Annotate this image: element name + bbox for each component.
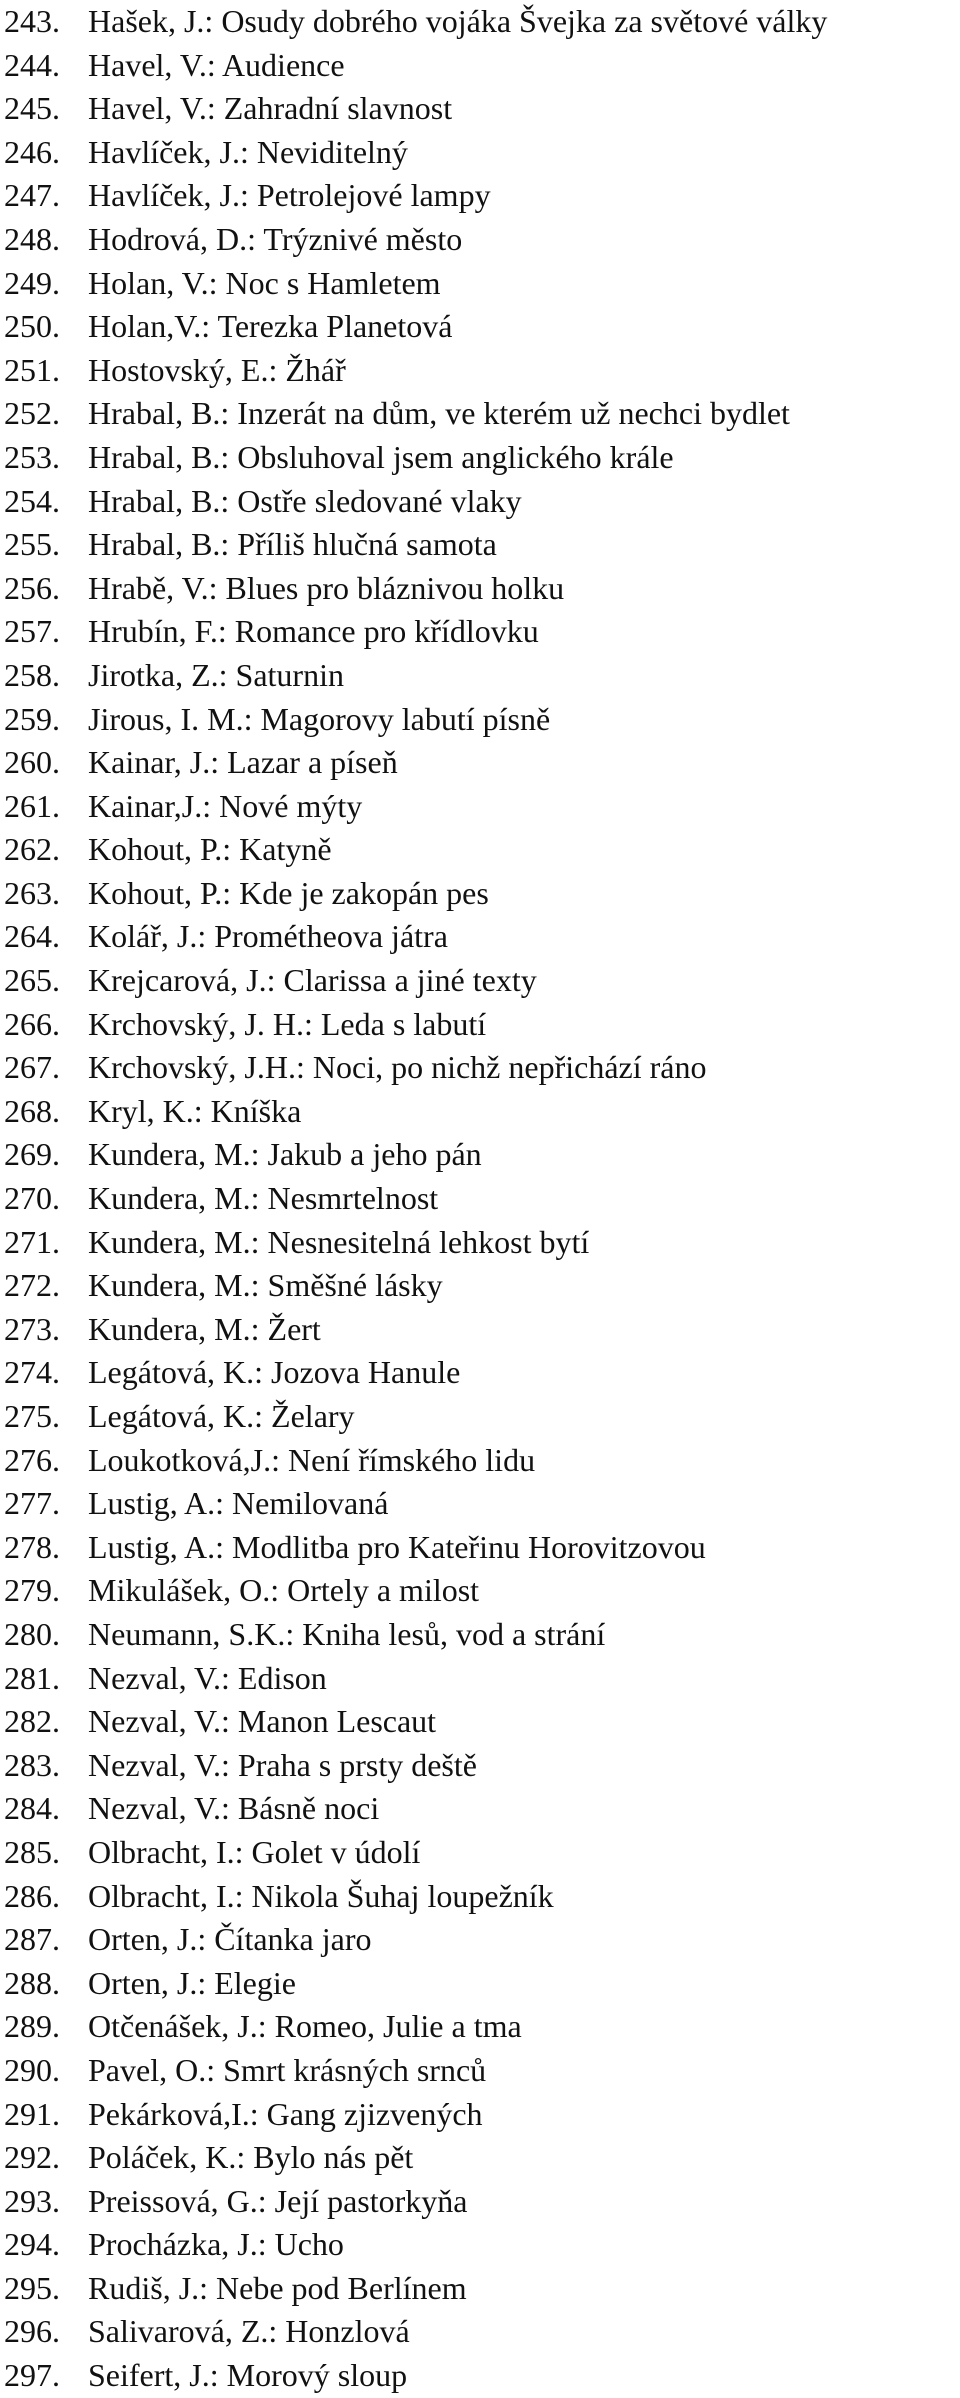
item-author-title: Poláček, K.: Bylo nás pět — [88, 2139, 414, 2176]
item-author-title: Krchovský, J.H.: Noci, po nichž nepřichází ráno — [88, 1049, 707, 1086]
list-item — [0, 1090, 960, 1134]
list-item — [0, 2267, 960, 2311]
list-item — [0, 2093, 960, 2137]
item-author-title: Hrubín, F.: Romance pro křídlovku — [88, 613, 539, 650]
item-author-title: Kainar,J.: Nové mýty — [88, 787, 363, 824]
item-number: 288. — [4, 1964, 60, 2001]
item-number: 283. — [4, 1746, 60, 1783]
item-number: 263. — [4, 874, 60, 911]
item-number: 280. — [4, 1615, 60, 1652]
item-number: 270. — [4, 1180, 60, 1217]
list-item — [0, 1700, 960, 1744]
item-author-title: Hodrová, D.: Trýznivé město — [88, 220, 463, 257]
item-number: 272. — [4, 1267, 60, 1304]
item-author-title: Hrabal, B.: Příliš hlučná samota — [88, 526, 497, 563]
item-author-title: Havel, V.: Zahradní slavnost — [88, 90, 453, 127]
list-item — [0, 1918, 960, 1962]
item-number: 289. — [4, 2008, 60, 2045]
list-item — [0, 915, 960, 959]
item-number: 265. — [4, 962, 60, 999]
list-item — [0, 1395, 960, 1439]
item-number: 271. — [4, 1223, 60, 1260]
item-author-title: Hrabal, B.: Ostře sledované vlaky — [88, 482, 522, 519]
item-number: 249. — [4, 264, 60, 301]
item-author-title: Nezval, V.: Manon Lescaut — [88, 1703, 437, 1740]
list-item — [0, 785, 960, 829]
item-number: 257. — [4, 613, 60, 650]
item-author-title: Orten, J.: Čítanka jaro — [88, 1921, 372, 1958]
item-number: 246. — [4, 133, 60, 170]
item-author-title: Orten, J.: Elegie — [88, 1964, 296, 2001]
list-item — [0, 567, 960, 611]
list-item — [0, 1046, 960, 1090]
list-item — [0, 1308, 960, 1352]
list-item — [0, 131, 960, 175]
list-item — [0, 2049, 960, 2093]
item-number: 286. — [4, 1877, 60, 1914]
item-author-title: Kohout, P.: Katyně — [88, 831, 332, 868]
list-item — [0, 1875, 960, 1919]
item-number: 295. — [4, 2269, 60, 2306]
item-number: 267. — [4, 1049, 60, 1086]
item-author-title: Otčenášek, J.: Romeo, Julie a tma — [88, 2008, 522, 2045]
list-item — [0, 1613, 960, 1657]
item-author-title: Seifert, J.: Morový sloup — [88, 2357, 408, 2394]
item-author-title: Kundera, M.: Jakub a jeho pán — [88, 1136, 482, 1173]
item-number: 290. — [4, 2051, 60, 2088]
item-author-title: Loukotková,J.: Není římského lidu — [88, 1441, 536, 1478]
item-number: 264. — [4, 918, 60, 955]
item-number: 274. — [4, 1354, 60, 1391]
item-number: 251. — [4, 351, 60, 388]
item-number: 296. — [4, 2313, 60, 2350]
item-author-title: Olbracht, I.: Golet v údolí — [88, 1833, 421, 1870]
item-number: 256. — [4, 569, 60, 606]
item-number: 285. — [4, 1833, 60, 1870]
item-author-title: Hrabal, B.: Obsluhoval jsem anglického krále — [88, 438, 674, 475]
item-author-title: Kundera, M.: Žert — [88, 1310, 321, 1347]
item-number: 287. — [4, 1921, 60, 1958]
item-number: 279. — [4, 1572, 60, 1609]
item-author-title: Kainar, J.: Lazar a píseň — [88, 744, 398, 781]
item-number: 269. — [4, 1136, 60, 1173]
item-author-title: Hrabě, V.: Blues pro bláznivou holku — [88, 569, 565, 606]
item-number: 255. — [4, 526, 60, 563]
list-item — [0, 959, 960, 1003]
list-item — [0, 523, 960, 567]
item-number: 252. — [4, 395, 60, 432]
item-author-title: Havel, V.: Audience — [88, 46, 345, 83]
item-author-title: Rudiš, J.: Nebe pod Berlínem — [88, 2269, 467, 2306]
item-number: 297. — [4, 2357, 60, 2394]
item-number: 273. — [4, 1310, 60, 1347]
item-number: 277. — [4, 1485, 60, 1522]
item-number: 247. — [4, 177, 60, 214]
list-item — [0, 1264, 960, 1308]
list-item — [0, 1744, 960, 1788]
item-author-title: Kundera, M.: Nesmrtelnost — [88, 1180, 439, 1217]
item-number: 250. — [4, 308, 60, 345]
item-author-title: Neumann, S.K.: Kniha lesů, vod a strání — [88, 1615, 606, 1652]
list-item — [0, 1177, 960, 1221]
item-number: 281. — [4, 1659, 60, 1696]
list-item — [0, 2136, 960, 2180]
item-author-title: Lustig, A.: Modlitba pro Kateřinu Horovitzovou — [88, 1528, 706, 1565]
item-number: 292. — [4, 2139, 60, 2176]
item-number: 276. — [4, 1441, 60, 1478]
item-number: 278. — [4, 1528, 60, 1565]
item-number: 253. — [4, 438, 60, 475]
list-item — [0, 1482, 960, 1526]
item-author-title: Salivarová, Z.: Honzlová — [88, 2313, 410, 2350]
item-number: 266. — [4, 1005, 60, 1042]
item-number: 291. — [4, 2095, 60, 2132]
item-author-title: Legátová, K.: Želary — [88, 1398, 355, 1434]
item-number: 282. — [4, 1703, 60, 1740]
item-number: 243. — [4, 3, 60, 39]
item-author-title: Procházka, J.: Ucho — [88, 2226, 344, 2263]
list-item — [0, 1439, 960, 1483]
item-author-title: Hostovský, E.: Žhář — [88, 351, 346, 388]
list-item — [0, 0, 960, 44]
item-number: 275. — [4, 1398, 60, 1434]
list-item — [0, 305, 960, 349]
item-number: 268. — [4, 1092, 60, 1129]
item-author-title: Lustig, A.: Nemilovaná — [88, 1485, 389, 1522]
list-item — [0, 1831, 960, 1875]
list-item — [0, 1003, 960, 1047]
list-item — [0, 44, 960, 88]
item-author-title: Kolář, J.: Prométheova játra — [88, 918, 448, 955]
list-item — [0, 1787, 960, 1831]
list-item — [0, 741, 960, 785]
item-author-title: Kohout, P.: Kde je zakopán pes — [88, 874, 489, 911]
item-author-title: Mikulášek, O.: Ortely a milost — [88, 1572, 480, 1609]
item-author-title: Havlíček, J.: Neviditelný — [88, 133, 408, 170]
item-author-title: Nezval, V.: Edison — [88, 1659, 327, 1696]
item-number: 259. — [4, 700, 60, 737]
list-item — [0, 2223, 960, 2267]
item-author-title: Kryl, K.: Kníška — [88, 1092, 302, 1129]
list-item — [0, 1221, 960, 1265]
list-item — [0, 1962, 960, 2006]
item-number: 248. — [4, 220, 60, 257]
list-item — [0, 610, 960, 654]
item-author-title: Krchovský, J. H.: Leda s labutí — [88, 1005, 487, 1042]
item-author-title: Nezval, V.: Básně noci — [88, 1790, 380, 1827]
list-item — [0, 698, 960, 742]
item-author-title: Preissová, G.: Její pastorkyňa — [88, 2182, 468, 2219]
item-author-title: Holan,V.: Terezka Planetová — [88, 308, 453, 345]
item-number: 260. — [4, 744, 60, 781]
list-item — [0, 1133, 960, 1177]
list-item — [0, 262, 960, 306]
item-number: 294. — [4, 2226, 60, 2263]
list-item — [0, 1657, 960, 1701]
item-author-title: Legátová, K.: Jozova Hanule — [88, 1354, 461, 1391]
item-author-title: Hašek, J.: Osudy dobrého vojáka Švejka za světové války — [88, 3, 828, 39]
item-number: 284. — [4, 1790, 60, 1827]
list-item — [0, 349, 960, 393]
item-number: 245. — [4, 90, 60, 127]
item-author-title: Krejcarová, J.: Clarissa a jiné texty — [88, 962, 537, 999]
list-item — [0, 218, 960, 262]
list-item — [0, 1351, 960, 1395]
item-author-title: Kundera, M.: Nesnesitelná lehkost bytí — [88, 1223, 590, 1260]
item-number: 258. — [4, 656, 60, 693]
item-author-title: Holan, V.: Noc s Hamletem — [88, 264, 441, 301]
list-item — [0, 828, 960, 872]
list-item — [0, 1569, 960, 1613]
list-item — [0, 436, 960, 480]
list-item — [0, 872, 960, 916]
item-author-title: Olbracht, I.: Nikola Šuhaj loupežník — [88, 1877, 554, 1914]
item-number: 244. — [4, 46, 60, 83]
item-author-title: Pekárková,I.: Gang zjizvených — [88, 2095, 483, 2132]
list-item — [0, 2180, 960, 2224]
list-item — [0, 2310, 960, 2354]
item-author-title: Havlíček, J.: Petrolejové lampy — [88, 177, 491, 214]
item-number: 293. — [4, 2182, 60, 2219]
list-item — [0, 87, 960, 131]
item-number: 261. — [4, 787, 60, 824]
item-author-title: Nezval, V.: Praha s prsty deště — [88, 1746, 477, 1783]
list-item — [0, 480, 960, 524]
list-item — [0, 2005, 960, 2049]
list-item — [0, 2354, 960, 2398]
item-author-title: Pavel, O.: Smrt krásných srnců — [88, 2051, 487, 2088]
list-item — [0, 174, 960, 218]
item-number: 262. — [4, 831, 60, 868]
list-item — [0, 392, 960, 436]
item-author-title: Jirotka, Z.: Saturnin — [88, 656, 344, 693]
item-author-title: Kundera, M.: Směšné lásky — [88, 1267, 443, 1304]
list-item — [0, 654, 960, 698]
item-author-title: Hrabal, B.: Inzerát na dům, ve kterém už nechci bydlet — [88, 395, 790, 432]
item-number: 254. — [4, 482, 60, 519]
item-author-title: Jirous, I. M.: Magorovy labutí písně — [88, 700, 551, 737]
list-item — [0, 1526, 960, 1570]
